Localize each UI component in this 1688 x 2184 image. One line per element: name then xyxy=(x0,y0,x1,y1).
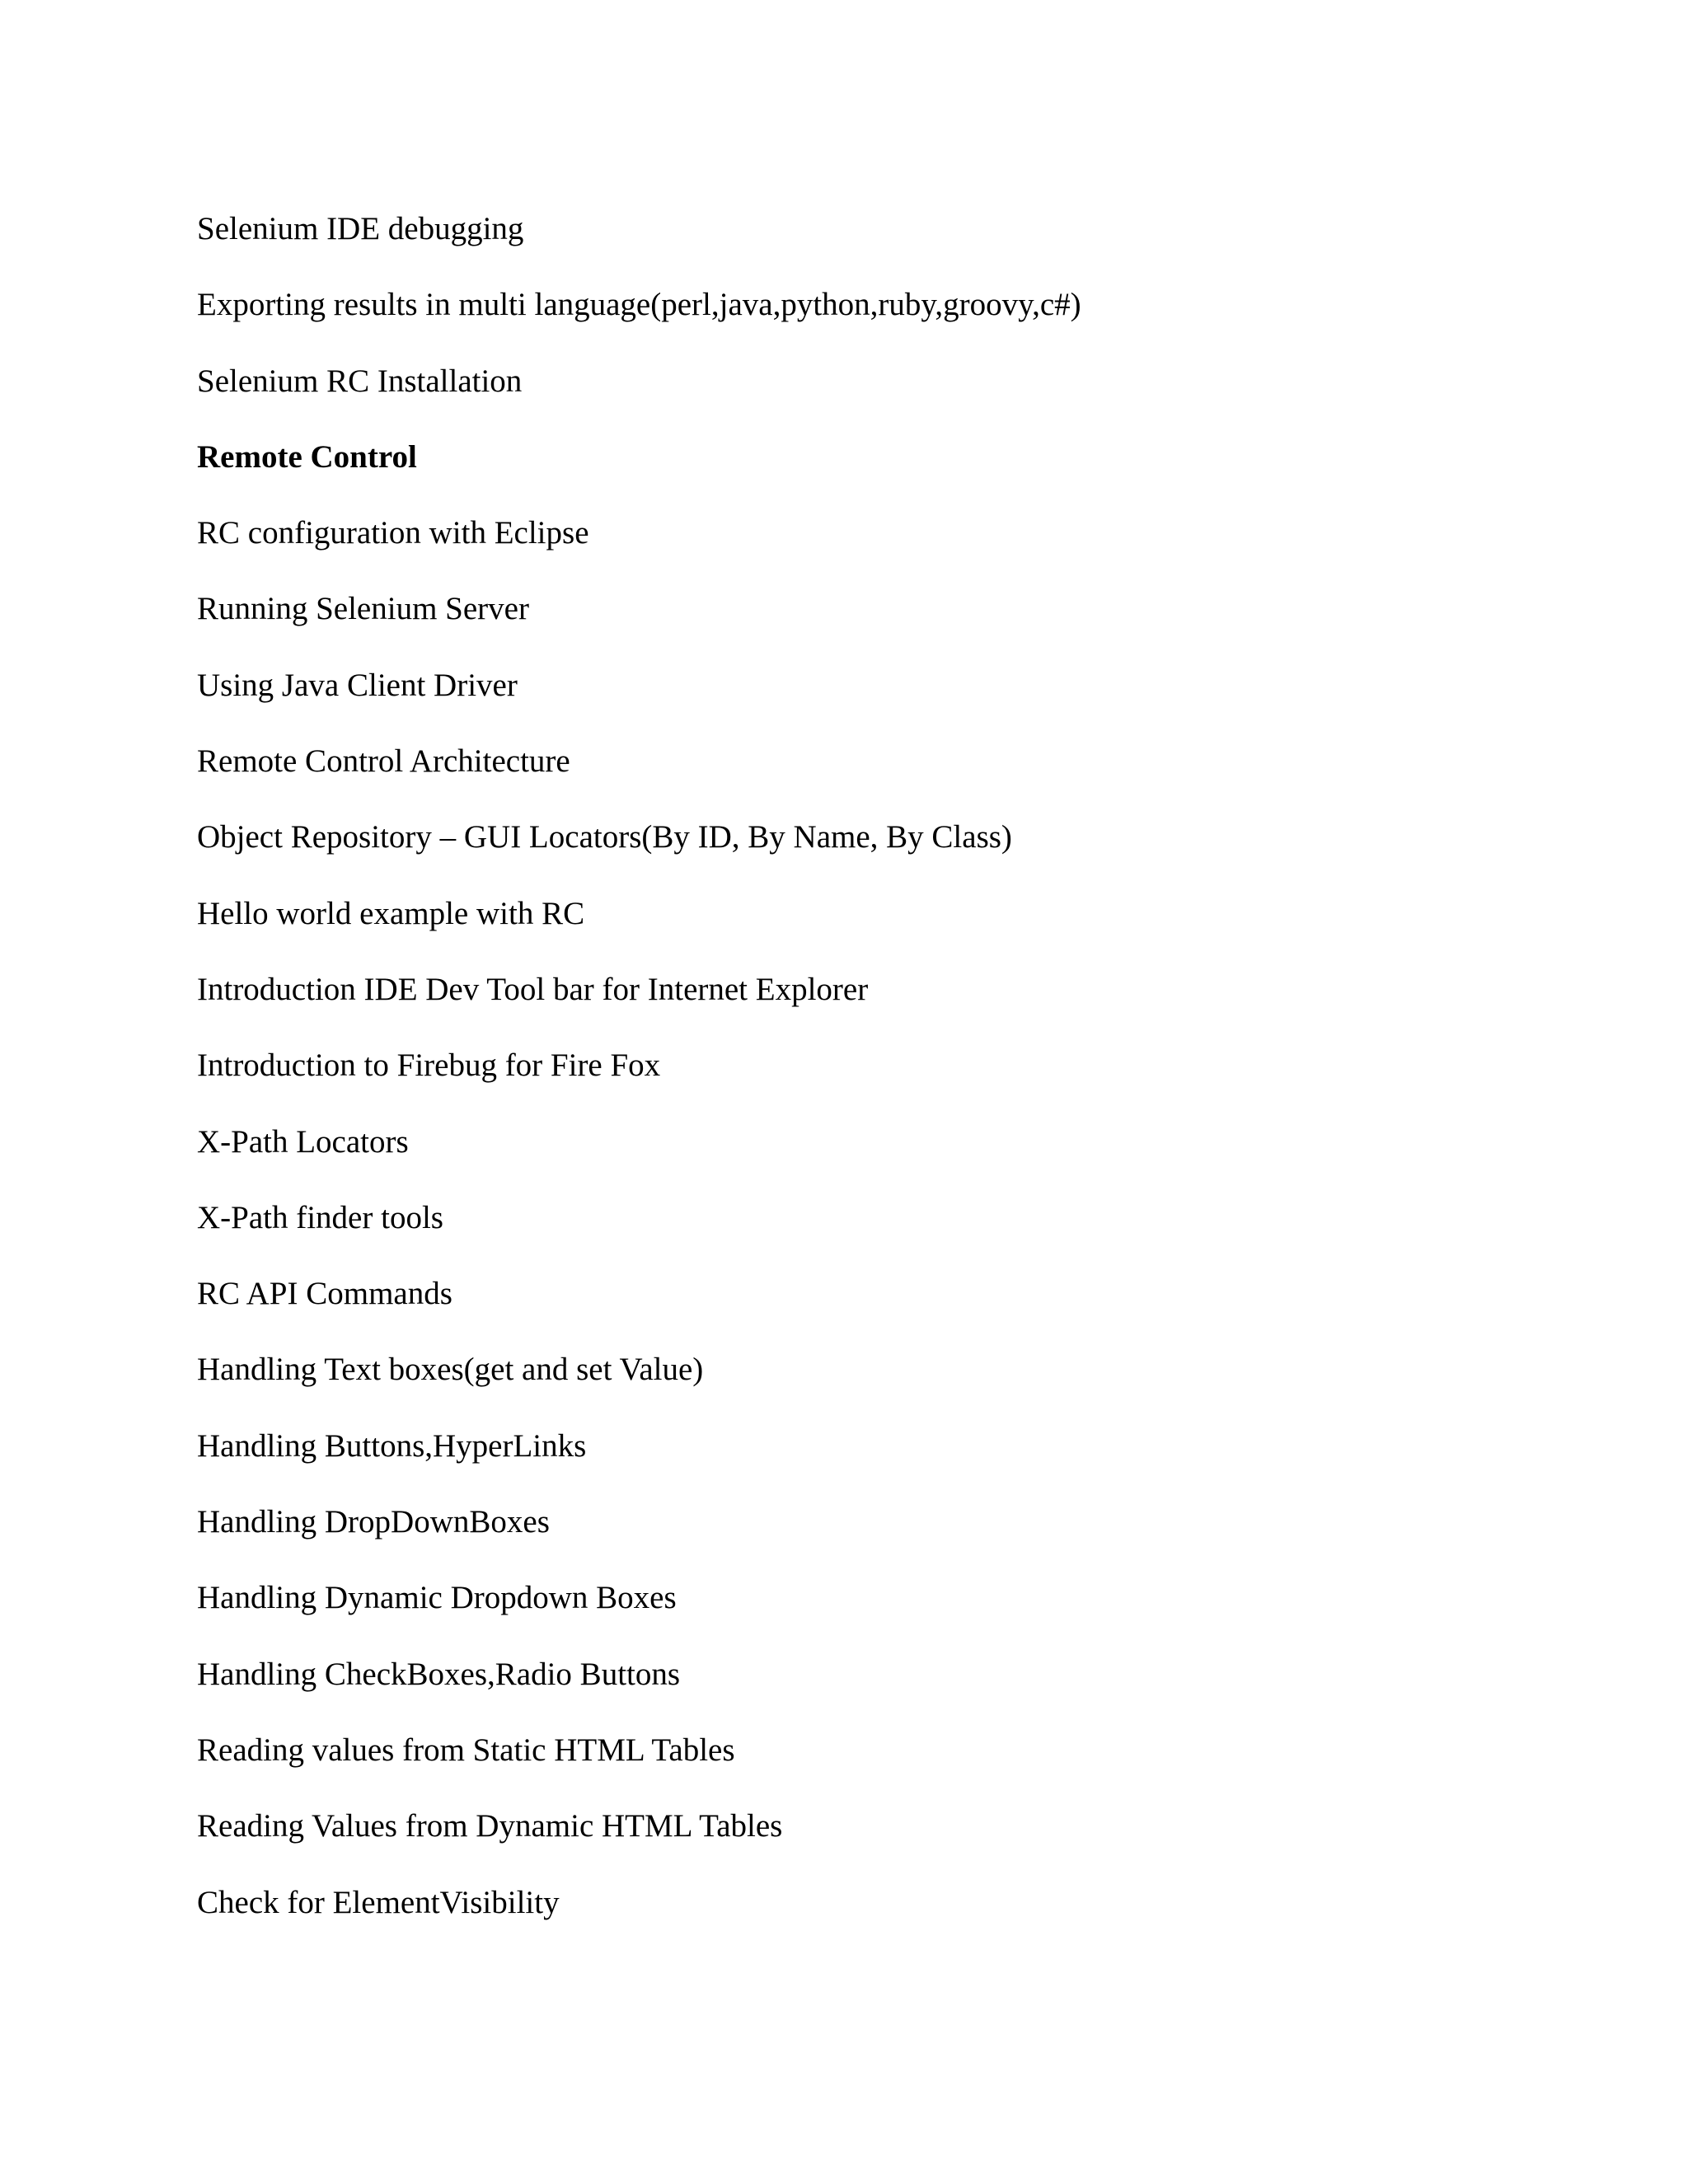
topic-line: Object Repository – GUI Locators(By ID, By Name, By Class) xyxy=(197,819,1012,855)
topic-line: Remote Control Architecture xyxy=(197,743,570,780)
topic-line: Selenium RC Installation xyxy=(197,363,523,399)
topic-line: Introduction to Firebug for Fire Fox xyxy=(197,1047,661,1084)
topic-line: RC API Commands xyxy=(197,1276,452,1312)
course-topic-list xyxy=(197,191,1598,1941)
topic-line: Handling Buttons,HyperLinks xyxy=(197,1427,587,1464)
topic-line: Check for ElementVisibility xyxy=(197,1884,560,1920)
topic-line: X-Path Locators xyxy=(197,1123,409,1160)
section-heading: Remote Control xyxy=(197,438,417,475)
topic-line: Using Java Client Driver xyxy=(197,667,518,703)
topic-line: X-Path finder tools xyxy=(197,1199,443,1235)
topic-line: Hello world example with RC xyxy=(197,895,585,931)
topic-line: Handling Dynamic Dropdown Boxes xyxy=(197,1580,677,1616)
topic-line: Handling Text boxes(get and set Value) xyxy=(197,1352,704,1388)
topic-line: Reading values from Static HTML Tables xyxy=(197,1732,735,1768)
topic-line: Selenium IDE debugging xyxy=(197,211,524,246)
topic-line: RC configuration with Eclipse xyxy=(197,515,589,551)
topic-line: Handling CheckBoxes,Radio Buttons xyxy=(197,1656,681,1692)
topic-line: Introduction IDE Dev Tool bar for Internet Explorer xyxy=(197,971,869,1007)
topic-line: Reading Values from Dynamic HTML Tables xyxy=(197,1808,783,1844)
topic-line: Exporting results in multi language(perl,java,python,ruby,groovy,c#) xyxy=(197,287,1081,323)
topic-line: Running Selenium Server xyxy=(197,591,529,627)
topic-line: Handling DropDownBoxes xyxy=(197,1504,550,1540)
